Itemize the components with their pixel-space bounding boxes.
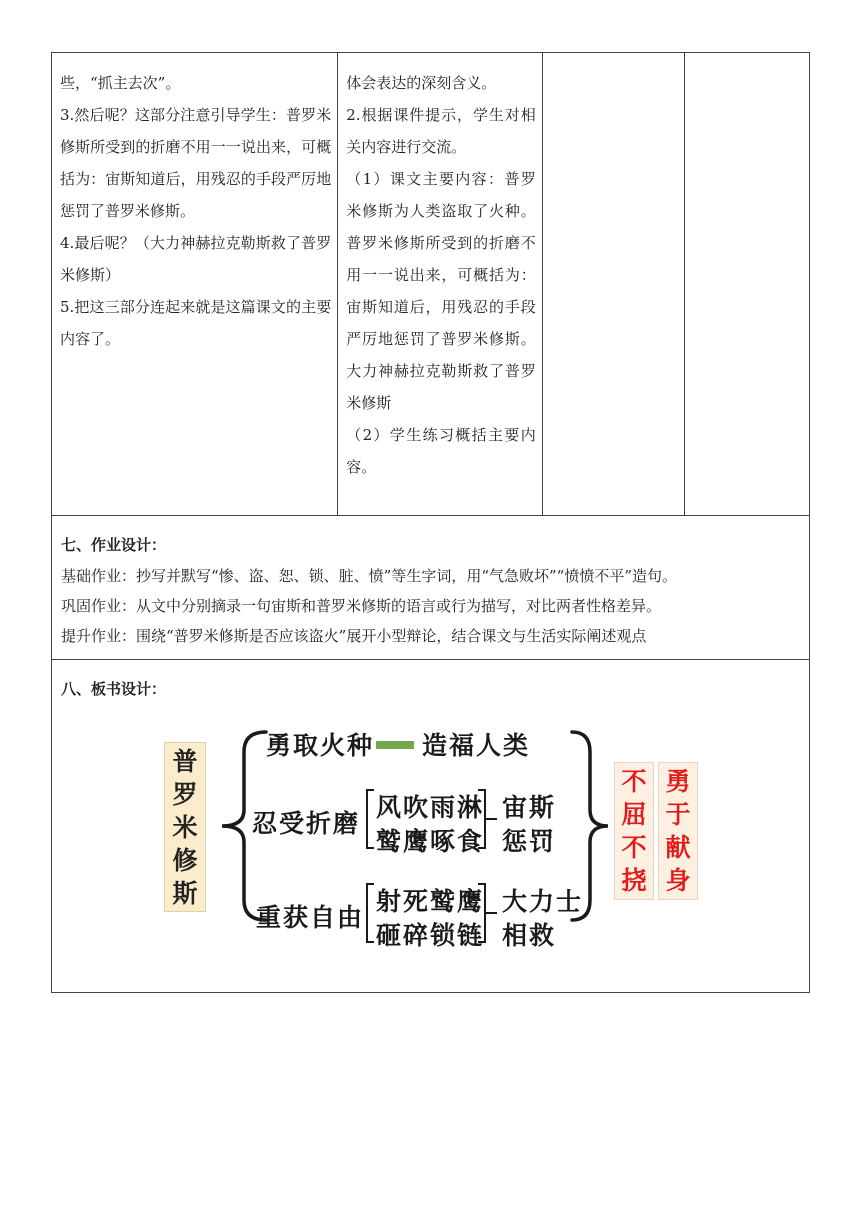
branch-2-agent: 宙斯 [502, 793, 557, 822]
activity-row [52, 53, 809, 516]
teacher-line: 些，“抓主去次”。 [60, 74, 181, 92]
board-diagram [52, 660, 811, 992]
branch-1-result: 造福人类 [422, 731, 531, 760]
trait-char: 身 [665, 866, 691, 895]
link-bar [376, 741, 414, 749]
lesson-table [51, 52, 810, 993]
branch-2-sub: 风吹雨淋 [376, 793, 485, 822]
teacher-line: 3.然后呢？这部分注意引导学生：普罗米修斯所受到的折磨不用一一说出来，可概括为：宙斯知道后，用残忍的手段严厉地惩罚了普罗米修斯。 [60, 106, 332, 220]
student-activity-cell [338, 53, 542, 515]
name-char: 斯 [172, 878, 198, 908]
empty-cell [685, 53, 809, 515]
trait-char: 不 [621, 767, 647, 796]
name-char: 罗 [172, 779, 198, 809]
empty-cell [543, 53, 686, 515]
trait-char: 献 [665, 833, 691, 862]
teacher-line: 4.最后呢？（大力神赫拉克勒斯救了普罗米修斯） [60, 234, 332, 284]
homework-item: 提升作业：围绕“普罗米修斯是否应该盗火”展开小型辩论，结合课文与生活实际阐述观点 [61, 627, 647, 645]
board-title: 八、板书设计： [61, 680, 167, 698]
trait-char: 于 [665, 800, 691, 829]
student-line: （2）学生练习概括主要内容。 [346, 426, 536, 476]
bracket-left-3 [367, 884, 374, 942]
homework-section [52, 516, 809, 660]
trait-char: 勇 [665, 767, 691, 796]
homework-title: 七、作业设计： [61, 536, 167, 554]
branch-3-agent: 相救 [502, 921, 557, 950]
branch-3-label: 重获自由 [256, 903, 365, 932]
branch-3-sub: 砸碎锁链 [376, 921, 485, 950]
trait-char: 不 [621, 833, 647, 862]
homework-item: 基础作业：抄写并默写“惨、盗、恕、锁、脏、愤”等生字词，用“气急败坏”“愤愤不平”造句。 [61, 567, 678, 585]
branch-3-sub: 射死鹫鹰 [376, 887, 485, 916]
teacher-activity-cell [52, 53, 338, 515]
student-line: （1）课文主要内容：普罗米修斯为人类盗取了火种。普罗米修斯所受到的折磨不用一一说出来，可概括为：宙斯知道后，用残忍的手段严厉地惩罚了普罗米修斯。大力神赫拉克勒斯救了普罗米修斯 [346, 170, 536, 412]
name-char: 修 [172, 845, 198, 875]
trait-box-1 [614, 762, 654, 900]
trait-char: 屈 [621, 800, 647, 829]
branch-2-sub: 鹫鹰啄食 [376, 827, 485, 856]
branch-2-label: 忍受折磨 [252, 809, 361, 838]
branch-1-label: 勇取火种 [266, 731, 375, 760]
student-line: 2.根据课件提示，学生对相关内容进行交流。 [346, 106, 536, 156]
name-char: 米 [172, 812, 198, 842]
student-line: 体会表达的深刻含义。 [346, 74, 497, 92]
trait-char: 挠 [621, 866, 647, 895]
trait-box-2 [658, 762, 698, 900]
branch-2-agent: 惩罚 [502, 827, 557, 856]
homework-item: 巩固作业：从文中分别摘录一句宙斯和普罗米修斯的语言或行为描写，对比两者性格差异。 [61, 597, 662, 615]
branch-3-agent: 大力士 [502, 887, 584, 916]
name-char: 普 [172, 746, 198, 776]
bracket-left-2 [367, 790, 374, 848]
board-section [52, 660, 809, 992]
teacher-line: 5.把这三部分连起来就是这篇课文的主要内容了。 [60, 298, 332, 348]
